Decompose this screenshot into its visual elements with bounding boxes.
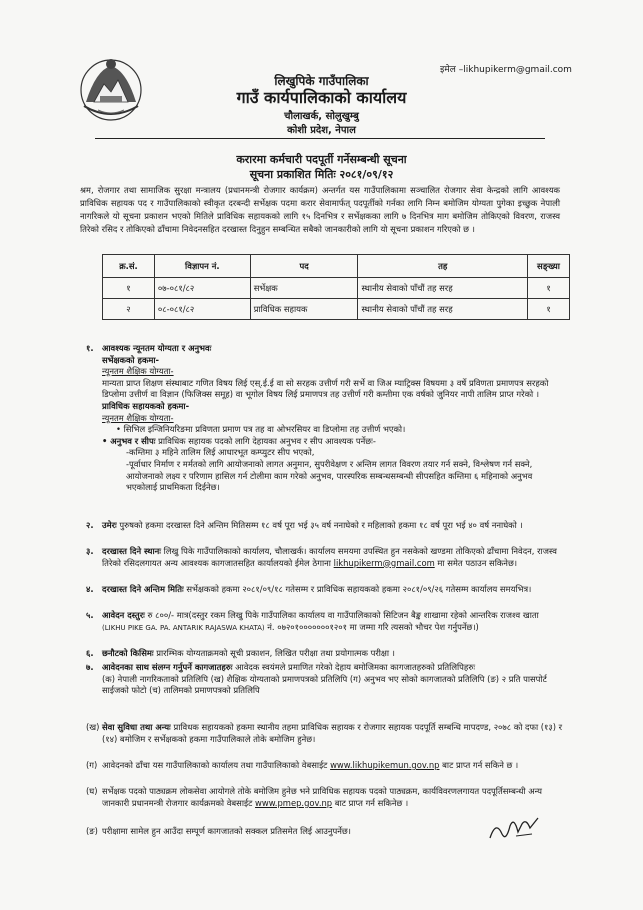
table-cell: सर्भेक्षक bbox=[250, 278, 358, 299]
clause-ga bbox=[102, 760, 564, 772]
municipality-website-link[interactable]: www.likhupikemun.gov.np bbox=[330, 760, 440, 770]
section-number: ३. bbox=[86, 546, 94, 556]
table-cell: ०७-०८१/८२ bbox=[154, 278, 250, 299]
table-cell: १ bbox=[528, 278, 570, 299]
clause-mark: (ङ) bbox=[86, 826, 98, 836]
section-3 bbox=[102, 546, 564, 569]
application-place-tail: मा समेत पठाउन सकिनेछ। bbox=[437, 557, 517, 568]
experience-label: अनुभव र सीपः bbox=[110, 435, 156, 446]
section-1-title: आवश्यक न्यूनतम योग्यता र अनुभवः bbox=[102, 343, 212, 353]
section-number: ६. bbox=[86, 648, 94, 658]
benefits-label: सेवा सुविधा तथा अन्यः bbox=[102, 722, 171, 732]
table-cell: स्थानीय सेवाको पाँचौं तह सरह bbox=[358, 299, 528, 320]
section-5 bbox=[102, 610, 564, 634]
office-email: इमेल –likhupikerm@gmail.com bbox=[440, 65, 572, 75]
fee-label: आवेदन दस्तुरः bbox=[102, 610, 145, 620]
notice-date: सूचना प्रकाशित मितिः २०८१/०९/१२ bbox=[249, 168, 394, 181]
section-7 bbox=[102, 662, 564, 697]
office-name: गाउँ कार्यपालिकाको कार्यालय bbox=[236, 88, 407, 107]
selection-label: छनौटको किसिमः bbox=[102, 648, 154, 658]
section-4 bbox=[102, 584, 564, 596]
section-2 bbox=[102, 520, 564, 532]
account-number: नं. ०७२०१०००००००१२०१ मा जम्मा गरि त्यसको भौचर पेश गर्नुपर्नेछ।) bbox=[267, 621, 479, 632]
header-divider bbox=[95, 138, 545, 139]
original-docs-text: परीक्षामा सामेल हुन आउँदा सम्पूर्ण कागजातको सक्कल प्रतिसमेत लिई आउनुपर्नेछ। bbox=[102, 826, 351, 836]
syllabus-tail: बाट प्राप्त गर्न सकिनेछ । bbox=[334, 797, 409, 808]
office-address: चौलाखर्क, सोलुखुम्बु bbox=[284, 111, 359, 122]
age-text: पुरुषको हकमा दरखास्त दिने अन्तिम मितिसम्म १८ वर्ष पूरा भई ३५ वर्ष ननाघेको र महिलाको हकमा १८ वर्ष पूरा भई ४० वर्ष ननाघेको । bbox=[119, 520, 523, 530]
account-name: (LIKHU PIKE GA. PA. ANTARIK RAJASWA KHATA) bbox=[102, 623, 265, 632]
section-number: १. bbox=[86, 343, 94, 353]
notice-title: करारमा कर्मचारी पदपूर्ती गर्नेसम्बन्धी सूचना bbox=[236, 153, 407, 166]
benefits-text: प्राविधक सहायकको हकमा स्थानीय तहमा प्राविधिक सहायक र रोजगार सहायक पदपूर्ति सम्बन्धि मापदण्ड, २०७८ को दफा (१३) र (१४) बमोजिम र सर्भेक्षकको हकमा गाउँपालिकाले तोके बमोजिम हुनेछ। bbox=[102, 722, 563, 744]
documents-text: आवेदक स्वयंमले प्रमाणित गरेको देहाय बमोजिमका कागजातहरुको प्रतिलिपिहरुः bbox=[235, 662, 476, 672]
table-cell: २ bbox=[103, 299, 155, 320]
table-cell: १ bbox=[528, 299, 570, 320]
technician-heading: प्राविधिक सहायकको हकमा- bbox=[102, 400, 190, 411]
table-header: विज्ञापन नं. bbox=[154, 255, 250, 278]
clause-kha bbox=[102, 722, 564, 745]
deadline-text: सर्भेक्षकको हकमा २०८१/०९/१८ गतेसम्म र प्राविधिक सहायकको हकमा २०८१/०९/२६ गतेसम्म कार्यालय समयभित्र। bbox=[186, 584, 532, 594]
section-number: ७. bbox=[86, 662, 94, 672]
table-header: क्र.सं. bbox=[103, 255, 155, 278]
table-cell: १ bbox=[103, 278, 155, 299]
section-number: २. bbox=[86, 520, 94, 530]
signature-icon bbox=[486, 814, 542, 848]
technician-qualification: सिभिल इन्जिनियरिङमा प्रविणता प्रमाण पत्र तह वा ओभरसियर वा डिप्लोमा तह उत्तीर्ण भएको। bbox=[123, 424, 406, 435]
table-cell: प्राविधिक सहायक bbox=[250, 299, 358, 320]
section-1: आवश्यक न्यूनतम योग्यता र अनुभवः सर्भेक्षकको हकमा- न्यूनतम शैक्षिक योग्यता- मान्यता प्राप्त शिक्षण संस्थाबाट गणित विषय लिई एस्.ई.ई वा सो सरहक उत्तीर्ण गरी सर्भे वा जिअ म्याट्रिक्स विषयमा ३ वर्षे प्रविणता प्रमाणपत्र सरहको डिप्लोमा उत्तीर्ण वा विज्ञान (फिजिक्स समूह) वा भूगोल विषय लिई प्रमाणपत्र तह उत्तीर्ण गरी कम्तीमा एक वर्षको जुनियर नापी तालिम प्राप्त गरेको । प्राविधिक सहायकको हकमा- न्यूनतम शैक्षिक योग्यता- • सिभिल इन्जिनियरिङमा प्रविणता प्रमाण पत्र तह वा ओभरसियर वा डिप्लोमा तह उत्तीर्ण भएको। • अनुभव र सीपः प्राविधिक सहायक पदको लागि देहायका अनुभव र सीप आवश्यक पर्नेछः- -कम्तिमा ३ महिने तालिम लिई आधारभूत कम्प्युटर सीप भएको, -पूर्वाधार निर्माण र मर्मतको लागि आयोजनाको लागत अनुमान, सुपरीवेक्षण र अन्तिम लागत विवरण तयार गर्न सक्ने, विश्लेषण गर्न सक्ने, आयोजनाको लक्ष्य र परिणाम हासिल गर्न टोलीमा काम गरेको अनुभव, पारस्परिक सम्बन्धसम्बन्धी सीपसहित कम्तिमा ६ महिनाको अनुभव भएकोलाई प्राथमिकता दिईनेछ। bbox=[102, 343, 549, 493]
clause-mark: (ग) bbox=[86, 760, 98, 770]
surveyor-heading: सर्भेक्षकको हकमा- bbox=[102, 354, 160, 365]
age-label: उमेरः bbox=[102, 520, 117, 530]
documents-list: (क) नेपाली नागरिकताको प्रतिलिपि (ख) शैक्षिक योग्यताको प्रमाणपत्रको प्रतिलिपि (ग) अनुभव भए सोको कागजातको प्रतिलिपि (ङ) २ प्रति पासपोर्ट साईजको फोटो (च) तालिमको प्रमाणपत्रको प्रतिलिपि bbox=[102, 673, 547, 696]
table-header: तह bbox=[358, 255, 528, 278]
surveyor-qualification: मान्यता प्राप्त शिक्षण संस्थाबाट गणित विषय लिई एस्.ई.ई वा सो सरहक उत्तीर्ण गरी सर्भे वा जिअ म्याट्रिक्स विषयमा ३ वर्षे प्रविणता प्रमाणपत्र सरहको डिप्लोमा उत्तीर्ण वा विज्ञान (फिजिक्स समूह) वा भूगोल विषय लिई प्रमाणपत्र तह उत्तीर्ण गरी कम्तीमा एक वर्षको जुनियर नापी तालिम प्राप्त गरेको । bbox=[102, 377, 549, 400]
experience-item: -पूर्वाधार निर्माण र मर्मतको लागि आयोजनाको लागत अनुमान, सुपरीवेक्षण र अन्तिम लागत विवरण तयार गर्न सक्ने, विश्लेषण गर्न सक्ने, आयोजनाको लक्ष्य र परिणाम हासिल गर्न टोलीमा काम गरेको अनुभव, पारस्परिक सम्बन्धसम्बन्धी सीपसहित कम्तिमा ६ महिनाको अनुभव भएकोलाई प्राथमिकता दिईनेछ। bbox=[126, 458, 533, 493]
section-6 bbox=[102, 648, 564, 660]
documents-label: आवेदनका साथ संलग्न गर्नुपर्ने कागजातहरुः bbox=[102, 662, 233, 672]
experience-item: -कम्तिमा ३ महिने तालिम लिई आधारभूत कम्प्युटर सीप भएको, bbox=[126, 447, 315, 458]
table-header-row bbox=[103, 255, 570, 278]
clause-mark: (ख) bbox=[86, 722, 100, 732]
table-header: पद bbox=[250, 255, 358, 278]
clause-mark: (घ) bbox=[86, 786, 98, 796]
form-source-text: आवेदनको ढाँचा यस गाउँपालिकाको कार्यालय तथा गाउँपालिकाको वेबसाईट bbox=[102, 760, 328, 770]
deadline-label: दरखास्त दिने अन्तिम मितिः bbox=[102, 584, 184, 594]
min-edu-label: न्यूनतम शैक्षिक योग्यता- bbox=[102, 412, 174, 423]
office-email-link[interactable]: likhupikerm@gmail.com bbox=[333, 557, 435, 568]
application-place-text: लिखु पिके गाउँपालिकाको कार्यालय, चौलाखर्क। कार्यालय समयमा उपस्थित हुन नसकेको खण्डमा तोकिएको ढाँचामा निवेदन, राजस्व तिरेको रसिदलगायत अन्य आवश्यक कागजातसहित कार्यालयको ईमेल ठेगाना bbox=[102, 546, 557, 568]
application-place-label: दरखास्त दिने स्थानः bbox=[102, 546, 161, 556]
pmep-website-link[interactable]: www.pmep.gov.np bbox=[255, 797, 333, 808]
table-cell: ०८-०८१/८२ bbox=[154, 299, 250, 320]
table-header: सङ्ख्या bbox=[528, 255, 570, 278]
section-number: ५. bbox=[86, 610, 94, 620]
province-name: कोशी प्रदेश, नेपाल bbox=[287, 125, 356, 136]
municipality-name: लिखुपिके गाउँपालिका bbox=[274, 74, 369, 88]
syllabus-text: सर्भेक्षक पदको पाठ्यक्रम लोकसेवा आयोगले तोके बमोजिम हुनेछ भने प्राविधिक सहायक पदको पाठ्यक्रम, कार्यविवरणलगायत पदपूर्तिसम्बन्धी अन्य जानकारी प्रधानमन्त्री रोजगार कार्यक्रमको वेबसाईट bbox=[102, 786, 542, 808]
form-source-tail: बाट प्राप्त गर्न सकिने छ । bbox=[442, 760, 519, 770]
table-row bbox=[103, 299, 570, 320]
table-cell: स्थानीय सेवाको पाँचौं तह सरह bbox=[358, 278, 528, 299]
min-edu-label: न्यूनतम शैक्षिक योग्यता- bbox=[102, 366, 174, 377]
experience-intro: प्राविधिक सहायक पदको लागि देहायका अनुभव र सीप आवश्यक पर्नेछः- bbox=[158, 435, 376, 446]
notice-intro: श्रम, रोजगार तथा सामाजिक सुरक्षा मन्त्रालय (प्रधानमन्त्री रोजगार कार्यक्रम) अन्तर्गत यस गाउँपालिकामा सञ्चालित रोजगार सेवा केन्द्रको लागि आवश्यक प्राविधिक सहायक पद र गाउँपालिकाको स्वीकृत दरबन्दी सर्भेक्षक पदमा करार सेवामार्फत् पदपूर्तीको गर्नका लागि निम्न बमोजिम योग्यता पुगेका इच्छुक नेपाली नागरिकले यो सूचना प्रकाशन भएको मितिले प्राविधिक सहायकको लागि १५ दिनभित्र र सर्भेक्षकका लागि ७ दिनभित्र माग बमोजिम तोकिएको विवरण, राजस्व तिरेको रसिद र तोकिएको ढाँचामा निवेदनसहित दरखास्त दिनुहुन सम्बन्धित सबैको जानकारीको लागि यो सूचना प्रकाशन गरिएको छ । bbox=[80, 185, 560, 234]
selection-text: प्रारम्भिक योग्यताक्रमको सूची प्रकाशन, लिखित परीक्षा तथा प्रयोगात्मक परीक्षा । bbox=[156, 648, 395, 658]
vacancy-table bbox=[102, 254, 570, 320]
clause-gha bbox=[102, 786, 564, 809]
section-number: ४. bbox=[86, 584, 94, 594]
table-row bbox=[103, 278, 570, 299]
fee-text: रु ८००/- मात्र(दस्तुर रकम लिखु पिके गाउँपालिका कार्यालय वा गाउँपालिकाको सिटिजन बैङ्क शाखामा रहेको आन्तरिक राजश्व खाता bbox=[147, 610, 539, 620]
